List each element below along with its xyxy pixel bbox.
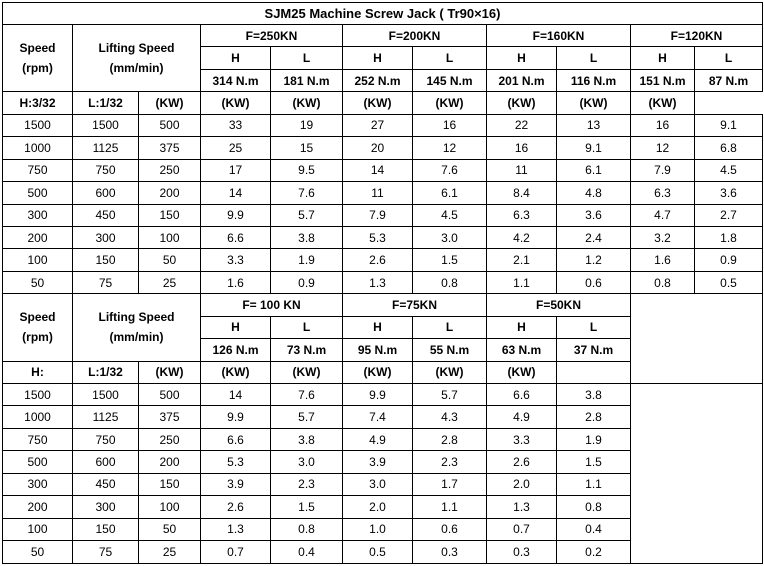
speed-rpm: 200 — [3, 226, 73, 248]
table-row — [3, 114, 763, 136]
speed-rpm: 300 — [3, 473, 73, 495]
lifting-speed-l: 500 — [139, 384, 201, 406]
table-row — [3, 249, 763, 271]
power-value: 2.0 — [487, 473, 557, 495]
lifting-speed-header — [73, 294, 201, 361]
power-value: 4.7 — [631, 204, 695, 226]
power-value: 4.9 — [343, 428, 413, 450]
power-value: 14 — [343, 159, 413, 181]
torque-value: 314 N.m — [201, 69, 271, 91]
power-value: 1.5 — [413, 249, 487, 271]
power-value: 5.3 — [201, 451, 271, 473]
gear-ratio-label: L — [557, 316, 631, 338]
lifting-speed-header — [73, 25, 201, 92]
lifting-speed-h: 300 — [73, 496, 139, 518]
torque-value: 181 N.m — [271, 69, 343, 91]
power-value: 19 — [271, 114, 343, 136]
speed-rpm: 750 — [3, 428, 73, 450]
power-value: 5.3 — [343, 226, 413, 248]
power-value: 2.7 — [695, 204, 763, 226]
power-value: 11 — [343, 182, 413, 204]
screw-jack-spec-table — [2, 2, 763, 564]
power-value: 1.1 — [487, 271, 557, 293]
load-header: F=160KN — [487, 25, 631, 47]
power-value: 12 — [413, 137, 487, 159]
power-value: 15 — [271, 137, 343, 159]
power-value: 5.7 — [271, 204, 343, 226]
gear-ratio-label: L — [557, 47, 631, 69]
gear-ratio-label: H — [631, 47, 695, 69]
torque-value: 145 N.m — [413, 69, 487, 91]
torque-value: 87 N.m — [695, 69, 763, 91]
speed-rpm: 200 — [3, 496, 73, 518]
gear-ratio-label: L — [271, 316, 343, 338]
table-title: SJM25 Machine Screw Jack ( Tr90×16) — [3, 3, 763, 25]
power-value: 2.3 — [271, 473, 343, 495]
speed-rpm: 500 — [3, 182, 73, 204]
power-unit: (KW) — [487, 361, 557, 383]
l-ratio-label: L:1/32 — [73, 361, 139, 383]
power-unit: (KW) — [271, 92, 343, 114]
power-value: 20 — [343, 137, 413, 159]
power-value: 9.1 — [695, 114, 763, 136]
speed-unit: (rpm) — [22, 330, 53, 345]
power-value: 0.5 — [343, 541, 413, 563]
power-value: 2.6 — [487, 451, 557, 473]
table-body — [3, 3, 763, 564]
power-value: 14 — [201, 384, 271, 406]
speed-rpm: 1000 — [3, 137, 73, 159]
power-value: 6.8 — [695, 137, 763, 159]
lifting-speed-l: 150 — [139, 204, 201, 226]
power-value: 1.2 — [557, 249, 631, 271]
torque-value: 73 N.m — [271, 339, 343, 361]
power-value: 25 — [201, 137, 271, 159]
power-value: 0.3 — [487, 541, 557, 563]
lifting-speed-l: 250 — [139, 159, 201, 181]
gear-ratio-label: H — [487, 47, 557, 69]
power-unit: (KW) — [201, 361, 271, 383]
power-value: 2.1 — [487, 249, 557, 271]
power-value: 3.8 — [557, 384, 631, 406]
power-value: 0.9 — [271, 271, 343, 293]
lifting-speed-h: 75 — [73, 271, 139, 293]
power-value: 3.0 — [343, 473, 413, 495]
power-value: 1.3 — [343, 271, 413, 293]
lifting-speed-label: Lifting Speed — [98, 41, 175, 56]
power-value: 3.2 — [631, 226, 695, 248]
power-value: 2.0 — [343, 496, 413, 518]
torque-value: 151 N.m — [631, 69, 695, 91]
power-value: 13 — [557, 114, 631, 136]
table-row — [3, 182, 763, 204]
power-value: 16 — [631, 114, 695, 136]
power-value: 2.8 — [413, 428, 487, 450]
power-value: 22 — [487, 114, 557, 136]
gear-ratio-label: L — [695, 47, 763, 69]
power-value: 0.7 — [201, 541, 271, 563]
power-unit: (KW) — [413, 361, 487, 383]
power-value: 11 — [487, 159, 557, 181]
speed-header — [3, 25, 73, 92]
power-unit: (KW) — [631, 92, 695, 114]
lifting-speed-l: 150 — [139, 473, 201, 495]
power-value: 6.3 — [631, 182, 695, 204]
speed-unit: (rpm) — [22, 61, 53, 76]
power-value: 0.8 — [413, 271, 487, 293]
power-value: 33 — [201, 114, 271, 136]
torque-value: 201 N.m — [487, 69, 557, 91]
lifting-speed-l: 25 — [139, 541, 201, 563]
power-value: 3.0 — [413, 226, 487, 248]
lifting-speed-l: 25 — [139, 271, 201, 293]
torque-value: 252 N.m — [343, 69, 413, 91]
power-value: 7.6 — [271, 182, 343, 204]
lifting-speed-unit: (mm/min) — [109, 330, 164, 345]
power-value: 7.6 — [413, 159, 487, 181]
power-value: 3.9 — [343, 451, 413, 473]
power-unit: (KW) — [487, 92, 557, 114]
power-value: 7.9 — [343, 204, 413, 226]
power-value: 0.2 — [557, 541, 631, 563]
lifting-speed-h: 750 — [73, 428, 139, 450]
power-value: 0.6 — [413, 518, 487, 540]
power-unit: (KW) — [413, 92, 487, 114]
power-value: 1.9 — [557, 428, 631, 450]
power-value: 4.8 — [557, 182, 631, 204]
speed-rpm: 1000 — [3, 406, 73, 428]
power-value: 0.8 — [557, 496, 631, 518]
power-value: 1.6 — [631, 249, 695, 271]
torque-value: 126 N.m — [201, 339, 271, 361]
table-row — [3, 204, 763, 226]
power-value: 2.6 — [343, 249, 413, 271]
power-value: 3.3 — [201, 249, 271, 271]
power-value: 1.0 — [343, 518, 413, 540]
power-value: 1.8 — [695, 226, 763, 248]
load-header: F=75KN — [343, 294, 487, 316]
power-value: 1.3 — [201, 518, 271, 540]
speed-rpm: 1500 — [3, 114, 73, 136]
table-row — [3, 159, 763, 181]
table-row — [3, 137, 763, 159]
gear-ratio-label: L — [271, 47, 343, 69]
power-value: 5.7 — [413, 384, 487, 406]
gear-ratio-label: H — [343, 316, 413, 338]
gear-ratio-label: H — [343, 47, 413, 69]
gear-ratio-label: L — [413, 316, 487, 338]
lifting-speed-l: 100 — [139, 226, 201, 248]
lifting-speed-l: 500 — [139, 114, 201, 136]
power-value: 0.7 — [487, 518, 557, 540]
lifting-speed-l: 250 — [139, 428, 201, 450]
power-value: 6.3 — [487, 204, 557, 226]
gear-ratio-label: H — [201, 47, 271, 69]
power-value: 12 — [631, 137, 695, 159]
power-value: 6.1 — [413, 182, 487, 204]
power-value: 16 — [487, 137, 557, 159]
speed-rpm: 750 — [3, 159, 73, 181]
speed-label: Speed — [19, 41, 56, 56]
power-value: 5.7 — [271, 406, 343, 428]
power-value: 8.4 — [487, 182, 557, 204]
power-value: 9.5 — [271, 159, 343, 181]
lifting-speed-h: 1125 — [73, 406, 139, 428]
lifting-speed-l: 50 — [139, 518, 201, 540]
power-value: 3.0 — [271, 451, 343, 473]
power-value: 2.4 — [557, 226, 631, 248]
power-value: 2.8 — [557, 406, 631, 428]
torque-value: 55 N.m — [413, 339, 487, 361]
load-header: F=200KN — [343, 25, 487, 47]
gear-ratio-label: H — [201, 316, 271, 338]
lifting-speed-h: 75 — [73, 541, 139, 563]
power-value: 17 — [201, 159, 271, 181]
torque-value: 116 N.m — [557, 69, 631, 91]
speed-rpm: 50 — [3, 271, 73, 293]
table-row — [3, 384, 763, 406]
load-header: F=120KN — [631, 25, 763, 47]
lifting-speed-l: 375 — [139, 406, 201, 428]
power-value: 9.9 — [343, 384, 413, 406]
table-row — [3, 271, 763, 293]
gear-ratio-label: L — [413, 47, 487, 69]
lifting-speed-h: 1125 — [73, 137, 139, 159]
power-value: 0.4 — [557, 518, 631, 540]
lifting-speed-h: 450 — [73, 204, 139, 226]
torque-value: 95 N.m — [343, 339, 413, 361]
power-value: 0.8 — [271, 518, 343, 540]
speed-rpm: 300 — [3, 204, 73, 226]
top-header-row-1 — [3, 25, 763, 47]
load-header: F=50KN — [487, 294, 631, 316]
torque-value: 37 N.m — [557, 339, 631, 361]
empty-cell — [631, 384, 763, 564]
lifting-speed-h: 150 — [73, 249, 139, 271]
lifting-speed-h: 150 — [73, 518, 139, 540]
power-value: 9.9 — [201, 204, 271, 226]
power-value: 3.3 — [487, 428, 557, 450]
power-value: 3.8 — [271, 226, 343, 248]
lifting-speed-h: 450 — [73, 473, 139, 495]
power-value: 14 — [201, 182, 271, 204]
power-value: 6.1 — [557, 159, 631, 181]
load-header: F=250KN — [201, 25, 343, 47]
power-value: 6.6 — [201, 428, 271, 450]
speed-label: Speed — [19, 310, 56, 325]
lifting-speed-h: 1500 — [73, 114, 139, 136]
power-value: 0.5 — [695, 271, 763, 293]
lifting-speed-l: 50 — [139, 249, 201, 271]
power-value: 7.6 — [271, 384, 343, 406]
power-value: 1.5 — [271, 496, 343, 518]
power-value: 0.3 — [413, 541, 487, 563]
power-value: 3.6 — [695, 182, 763, 204]
power-value: 16 — [413, 114, 487, 136]
power-unit: (KW) — [271, 361, 343, 383]
lifting-speed-label: Lifting Speed — [98, 310, 175, 325]
load-header: F= 100 KN — [201, 294, 343, 316]
power-unit: (KW) — [139, 92, 201, 114]
power-value: 9.1 — [557, 137, 631, 159]
power-value: 3.8 — [271, 428, 343, 450]
power-value: 0.8 — [631, 271, 695, 293]
power-value: 27 — [343, 114, 413, 136]
power-value: 3.9 — [201, 473, 271, 495]
lifting-speed-l: 200 — [139, 182, 201, 204]
title-row — [3, 3, 763, 25]
power-value: 2.3 — [413, 451, 487, 473]
power-value: 4.5 — [695, 159, 763, 181]
gear-ratio-label: H — [487, 316, 557, 338]
h-ratio-label: H: — [3, 361, 73, 383]
power-unit: (KW) — [343, 361, 413, 383]
lifting-speed-l: 100 — [139, 496, 201, 518]
empty-cell — [631, 294, 763, 384]
power-value: 1.7 — [413, 473, 487, 495]
power-value: 2.6 — [201, 496, 271, 518]
speed-rpm: 50 — [3, 541, 73, 563]
lifting-speed-l: 375 — [139, 137, 201, 159]
power-value: 1.9 — [271, 249, 343, 271]
power-value: 6.6 — [487, 384, 557, 406]
lifting-speed-l: 200 — [139, 451, 201, 473]
power-value: 4.3 — [413, 406, 487, 428]
speed-rpm: 100 — [3, 518, 73, 540]
lifting-speed-h: 300 — [73, 226, 139, 248]
speed-rpm: 1500 — [3, 384, 73, 406]
table-row — [3, 226, 763, 248]
power-value: 0.6 — [557, 271, 631, 293]
lifting-speed-h: 600 — [73, 451, 139, 473]
top-header-row-4 — [3, 92, 763, 114]
h-ratio-label: H:3/32 — [3, 92, 73, 114]
l-ratio-label: L:1/32 — [73, 92, 139, 114]
power-value: 1.3 — [487, 496, 557, 518]
power-value: 0.9 — [695, 249, 763, 271]
power-value: 9.9 — [201, 406, 271, 428]
speed-rpm: 100 — [3, 249, 73, 271]
power-value: 6.6 — [201, 226, 271, 248]
lifting-speed-unit: (mm/min) — [109, 61, 164, 76]
power-value: 4.2 — [487, 226, 557, 248]
power-value: 3.6 — [557, 204, 631, 226]
speed-rpm: 500 — [3, 451, 73, 473]
lifting-speed-h: 600 — [73, 182, 139, 204]
power-unit: (KW) — [139, 361, 201, 383]
power-value: 1.1 — [557, 473, 631, 495]
torque-value: 63 N.m — [487, 339, 557, 361]
power-unit: (KW) — [201, 92, 271, 114]
power-value: 1.1 — [413, 496, 487, 518]
lifting-speed-h: 1500 — [73, 384, 139, 406]
power-value: 4.9 — [487, 406, 557, 428]
power-value: 7.9 — [631, 159, 695, 181]
power-value: 1.6 — [201, 271, 271, 293]
power-value: 1.5 — [557, 451, 631, 473]
speed-header — [3, 294, 73, 361]
lifting-speed-h: 750 — [73, 159, 139, 181]
power-value: 0.4 — [271, 541, 343, 563]
bottom-header-row-1 — [3, 294, 763, 316]
power-value: 7.4 — [343, 406, 413, 428]
power-unit: (KW) — [557, 92, 631, 114]
power-unit: (KW) — [343, 92, 413, 114]
power-value: 4.5 — [413, 204, 487, 226]
